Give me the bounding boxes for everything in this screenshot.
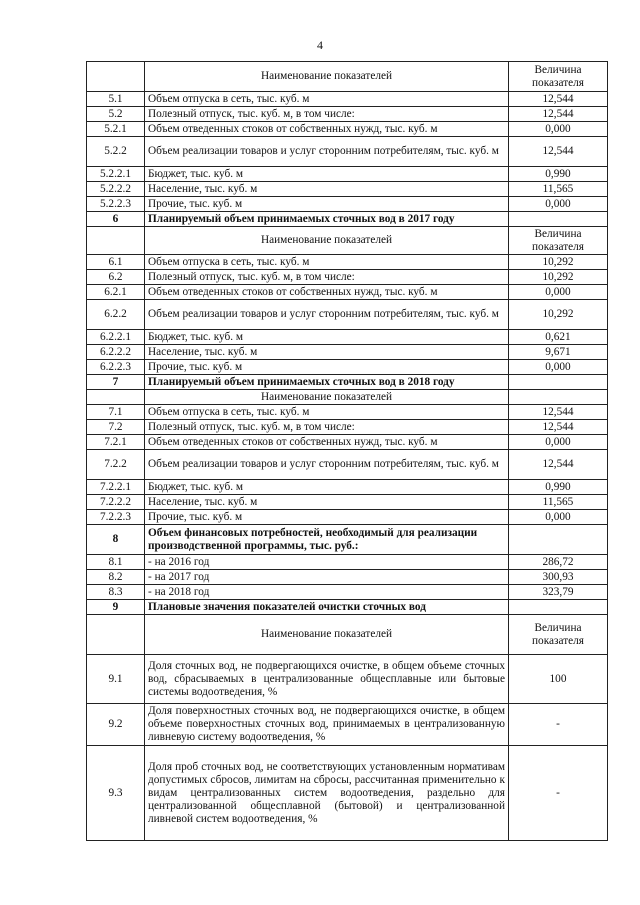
table-row <box>87 345 608 360</box>
row-number <box>87 62 145 92</box>
section-title: Объем финансовых потребностей, необходимый для реализации производственной программы, тыс. руб.: <box>145 525 509 555</box>
table-row <box>87 570 608 585</box>
row-number: 7.2.2.3 <box>87 510 145 525</box>
indicator-value: 300,93 <box>509 570 608 585</box>
indicator-value: 11,565 <box>509 182 608 197</box>
row-number: 7.2.2.1 <box>87 480 145 495</box>
indicator-value: 0,000 <box>509 285 608 300</box>
row-number: 9.3 <box>87 746 145 841</box>
indicator-value: 12,544 <box>509 450 608 480</box>
row-number: 8.1 <box>87 555 145 570</box>
row-number: 6.2 <box>87 270 145 285</box>
table-row <box>87 197 608 212</box>
section-row <box>87 212 608 227</box>
indicator-name: Население, тыс. куб. м <box>145 495 509 510</box>
row-number: 9 <box>87 600 145 615</box>
indicator-name: - на 2018 год <box>145 585 509 600</box>
indicator-value <box>509 375 608 390</box>
row-number: 6.1 <box>87 255 145 270</box>
table-row <box>87 270 608 285</box>
table-row <box>87 285 608 300</box>
indicator-name: Объем отпуска в сеть, тыс. куб. м <box>145 255 509 270</box>
row-number: 8.2 <box>87 570 145 585</box>
row-number: 7.2.2 <box>87 450 145 480</box>
row-number: 8 <box>87 525 145 555</box>
indicator-name: Объем отведенных стоков от собственных нужд, тыс. куб. м <box>145 435 509 450</box>
table-row <box>87 746 608 841</box>
column-header-value: Величина показателя <box>509 615 608 655</box>
row-number: 6.2.2.2 <box>87 345 145 360</box>
header-row <box>87 227 608 255</box>
row-number: 7 <box>87 375 145 390</box>
row-number: 7.2.2.2 <box>87 495 145 510</box>
indicator-name: Доля поверхностных сточных вод, не подвергающихся очистке, в общем объеме поверхностных сточных вод, принимаемых в централизованную ливневую систему водоотведения, % <box>145 704 509 746</box>
row-number: 5.2.2 <box>87 137 145 167</box>
indicator-name: Объем отпуска в сеть, тыс. куб. м <box>145 405 509 420</box>
indicator-name: Население, тыс. куб. м <box>145 345 509 360</box>
table-row <box>87 92 608 107</box>
row-number: 6.2.2.3 <box>87 360 145 375</box>
indicator-name: Прочие, тыс. куб. м <box>145 360 509 375</box>
indicator-name: Бюджет, тыс. куб. м <box>145 330 509 345</box>
indicator-value: 12,544 <box>509 92 608 107</box>
indicator-value: 323,79 <box>509 585 608 600</box>
section-title: Плановые значения показателей очистки сточных вод <box>145 600 509 615</box>
indicator-value: 0,990 <box>509 167 608 182</box>
indicator-value: - <box>509 746 608 841</box>
table-row <box>87 495 608 510</box>
indicator-value: 100 <box>509 655 608 704</box>
row-number: 5.1 <box>87 92 145 107</box>
table-row <box>87 510 608 525</box>
indicator-value <box>509 212 608 227</box>
indicator-name: Бюджет, тыс. куб. м <box>145 480 509 495</box>
row-number: 6.2.2.1 <box>87 330 145 345</box>
indicator-value: 0,000 <box>509 510 608 525</box>
indicator-name: Объем реализации товаров и услуг сторонним потребителям, тыс. куб. м <box>145 300 509 330</box>
table-row <box>87 330 608 345</box>
indicator-value: 12,544 <box>509 137 608 167</box>
indicator-name: Объем отпуска в сеть, тыс. куб. м <box>145 92 509 107</box>
indicator-value: 9,671 <box>509 345 608 360</box>
header-row <box>87 615 608 655</box>
indicator-name: Полезный отпуск, тыс. куб. м, в том числе: <box>145 270 509 285</box>
table-row <box>87 405 608 420</box>
indicator-name: Доля сточных вод, не подвергающихся очистке, в общем объеме сточных вод, сбрасываемых в централизованные общесплавные или бытовые системы водоотведения, % <box>145 655 509 704</box>
page-number: 4 <box>317 38 323 52</box>
table-row <box>87 420 608 435</box>
section-title: Планируемый объем принимаемых сточных вод в 2018 году <box>145 375 509 390</box>
indicator-value: 0,990 <box>509 480 608 495</box>
indicator-name: Прочие, тыс. куб. м <box>145 197 509 212</box>
indicator-value <box>509 600 608 615</box>
indicator-value: 0,000 <box>509 122 608 137</box>
table-row <box>87 107 608 122</box>
indicator-value: 11,565 <box>509 495 608 510</box>
column-header-name: Наименование показателей <box>145 62 509 92</box>
row-number: 5.2.2.3 <box>87 197 145 212</box>
row-number: 5.2.2.1 <box>87 167 145 182</box>
indicator-value: 10,292 <box>509 255 608 270</box>
indicator-name: Доля проб сточных вод, не соответствующих установленным нормативам допустимых сбросов, лимитам на сбросы, рассчитанная применительно к видам централизованных систем водоотведения, раздельно для централизованной общесплавной (бытовой) и централизованной ливневой систем водоотведения, % <box>145 746 509 841</box>
indicator-value: 0,000 <box>509 197 608 212</box>
table-row <box>87 450 608 480</box>
column-header-name: Наименование показателей <box>145 615 509 655</box>
table-row <box>87 480 608 495</box>
indicator-value: 286,72 <box>509 555 608 570</box>
row-number: 9.1 <box>87 655 145 704</box>
indicator-value: 10,292 <box>509 300 608 330</box>
row-number: 7.2.1 <box>87 435 145 450</box>
indicator-name: - на 2016 год <box>145 555 509 570</box>
column-header-value: Величина показателя <box>509 227 608 255</box>
indicator-name: Объем отведенных стоков от собственных нужд, тыс. куб. м <box>145 285 509 300</box>
indicator-value: 0,000 <box>509 435 608 450</box>
row-number <box>87 227 145 255</box>
indicator-value: 0,000 <box>509 360 608 375</box>
column-header-name: Наименование показателей <box>145 390 509 405</box>
indicator-name: Полезный отпуск, тыс. куб. м, в том числе: <box>145 107 509 122</box>
column-header-name: Наименование показателей <box>145 227 509 255</box>
indicator-value: 10,292 <box>509 270 608 285</box>
table-row <box>87 167 608 182</box>
indicator-value: 12,544 <box>509 405 608 420</box>
table-row <box>87 255 608 270</box>
indicator-name: Полезный отпуск, тыс. куб. м, в том числе: <box>145 420 509 435</box>
indicator-name: Объем реализации товаров и услуг сторонним потребителям, тыс. куб. м <box>145 450 509 480</box>
indicator-name: Население, тыс. куб. м <box>145 182 509 197</box>
table-row <box>87 704 608 746</box>
table-row <box>87 182 608 197</box>
table-row <box>87 360 608 375</box>
indicator-name: Бюджет, тыс. куб. м <box>145 167 509 182</box>
row-number: 6 <box>87 212 145 227</box>
header-row <box>87 62 608 92</box>
row-number: 5.2.2.2 <box>87 182 145 197</box>
table-row <box>87 555 608 570</box>
indicator-value <box>509 525 608 555</box>
indicator-name: Объем реализации товаров и услуг сторонним потребителям, тыс. куб. м <box>145 137 509 167</box>
indicator-value: 12,544 <box>509 420 608 435</box>
row-number <box>87 615 145 655</box>
indicators-table <box>86 61 608 841</box>
column-header-value: Величина показателя <box>509 62 608 92</box>
row-number: 9.2 <box>87 704 145 746</box>
table-row <box>87 300 608 330</box>
indicator-value: - <box>509 704 608 746</box>
section-row <box>87 525 608 555</box>
header-row <box>87 390 608 405</box>
table-row <box>87 435 608 450</box>
indicator-value: 12,544 <box>509 107 608 122</box>
table-row <box>87 122 608 137</box>
table-row <box>87 585 608 600</box>
section-title: Планируемый объем принимаемых сточных вод в 2017 году <box>145 212 509 227</box>
indicator-name: - на 2017 год <box>145 570 509 585</box>
row-number: 7.1 <box>87 405 145 420</box>
indicator-name: Прочие, тыс. куб. м <box>145 510 509 525</box>
row-number <box>87 390 145 405</box>
indicator-value: 0,621 <box>509 330 608 345</box>
row-number: 6.2.2 <box>87 300 145 330</box>
indicator-name: Объем отведенных стоков от собственных нужд, тыс. куб. м <box>145 122 509 137</box>
table-row <box>87 137 608 167</box>
table-row <box>87 655 608 704</box>
section-row <box>87 600 608 615</box>
indicator-value <box>509 390 608 405</box>
row-number: 5.2 <box>87 107 145 122</box>
row-number: 6.2.1 <box>87 285 145 300</box>
section-row <box>87 375 608 390</box>
row-number: 7.2 <box>87 420 145 435</box>
row-number: 8.3 <box>87 585 145 600</box>
row-number: 5.2.1 <box>87 122 145 137</box>
